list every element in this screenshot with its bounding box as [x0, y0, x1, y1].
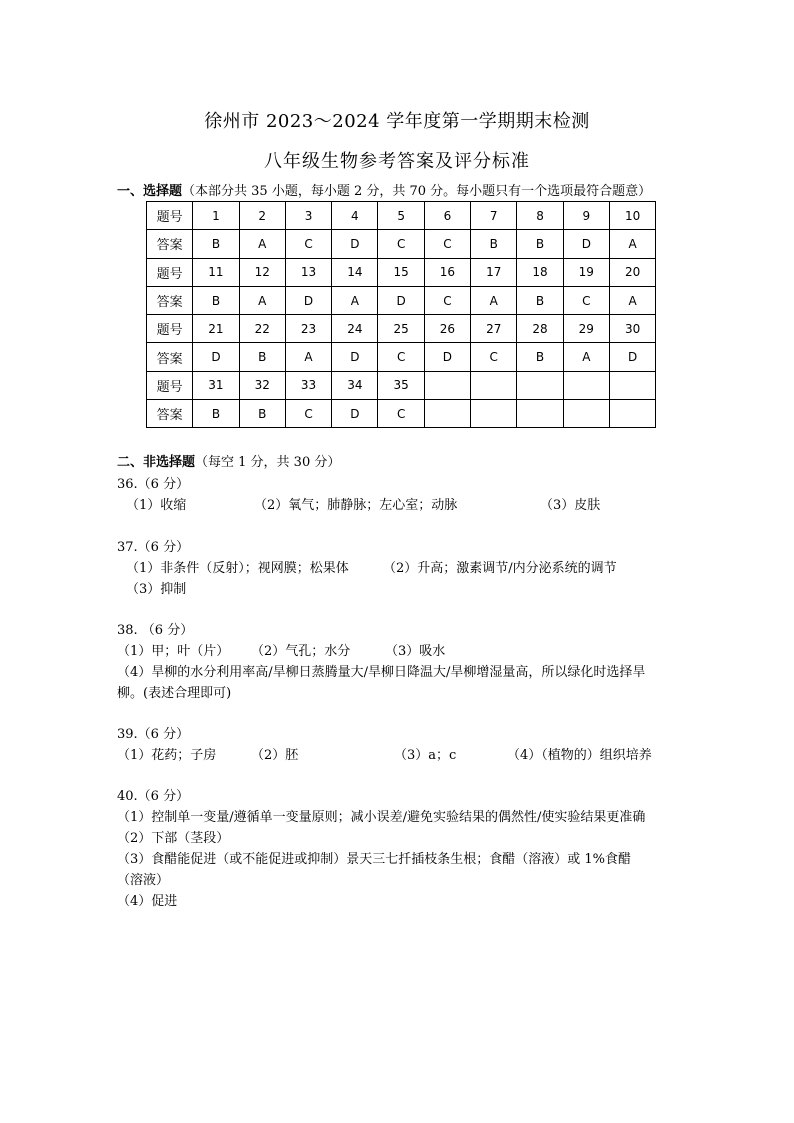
- question-number-row: [147, 258, 656, 286]
- q39-heading: 39.（6 分）: [117, 727, 190, 742]
- question-number-cell: 24: [332, 315, 378, 343]
- question-number-row: [147, 202, 656, 230]
- answer-letter-cell: A: [471, 286, 517, 314]
- question-number-cell: 6: [424, 202, 470, 230]
- q40-part2: （2）下部（茎段）: [117, 831, 230, 846]
- answer-letter-cell: B: [239, 400, 285, 428]
- question-number-cell: 28: [517, 315, 563, 343]
- question-number-cell: 19: [563, 258, 609, 286]
- question-number-cell: 11: [193, 258, 239, 286]
- question-row-label: 题号: [147, 202, 193, 230]
- question-number-cell: 13: [285, 258, 331, 286]
- answer-letter-cell: C: [378, 400, 424, 428]
- q40-heading: 40.（6 分）: [117, 789, 190, 804]
- question-number-cell: 22: [239, 315, 285, 343]
- answer-letter-cell: [471, 400, 517, 428]
- question-number-cell: [563, 371, 609, 399]
- question-number-cell: 3: [285, 202, 331, 230]
- answer-letter-cell: A: [332, 286, 378, 314]
- answer-letter-cell: B: [193, 230, 239, 258]
- answer-letter-cell: A: [609, 230, 655, 258]
- answer-letter-cell: [517, 400, 563, 428]
- answer-letter-cell: B: [471, 230, 517, 258]
- q40-part3-line2: （溶液）: [117, 873, 170, 888]
- q40-part4: （4）促进: [117, 894, 178, 909]
- question-number-cell: 15: [378, 258, 424, 286]
- q37-part2: （2）升高；激素调节/内分泌系统的调节: [383, 561, 617, 576]
- question-number-cell: 32: [239, 371, 285, 399]
- answer-letter-cell: A: [285, 343, 331, 371]
- answer-row-label: 答案: [147, 343, 193, 371]
- question-number-cell: 7: [471, 202, 517, 230]
- question-number-cell: 14: [332, 258, 378, 286]
- q38-heading: 38. （6 分）: [117, 623, 194, 638]
- question-number-cell: [424, 371, 470, 399]
- section1-heading: 一、选择题: [117, 184, 183, 199]
- answer-letter-cell: C: [424, 286, 470, 314]
- answer-letter-cell: [424, 400, 470, 428]
- answer-letter-cell: [609, 400, 655, 428]
- question-number-cell: 30: [609, 315, 655, 343]
- question-number-cell: 33: [285, 371, 331, 399]
- answer-letter-cell: D: [193, 343, 239, 371]
- answer-row-label: 答案: [147, 286, 193, 314]
- question-number-cell: 10: [609, 202, 655, 230]
- question-number-cell: 27: [471, 315, 517, 343]
- q40-part1: （1）控制单一变量/遵循单一变量原则；减小误差/避免实验结果的偶然性/使实验结果更准确: [117, 810, 646, 825]
- question-number-cell: 12: [239, 258, 285, 286]
- answer-letter-cell: A: [563, 343, 609, 371]
- q37-part1: （1）非条件（反射）；视网膜；松果体: [126, 561, 349, 576]
- question-number-cell: 31: [193, 371, 239, 399]
- answer-letter-cell: B: [239, 343, 285, 371]
- answer-letter-cell: D: [424, 343, 470, 371]
- answer-row: [147, 400, 656, 428]
- question-number-row: [147, 315, 656, 343]
- answer-letter-cell: D: [332, 230, 378, 258]
- answer-row: [147, 230, 656, 258]
- question-number-cell: 2: [239, 202, 285, 230]
- question-number-cell: 29: [563, 315, 609, 343]
- answer-letter-cell: C: [378, 343, 424, 371]
- doc-title-line1: 徐州市 2023～2024 学年度第一学期期末检测: [204, 111, 590, 132]
- q39-part2: （2）胚: [251, 748, 299, 763]
- q37-part3: （3）抑制: [126, 582, 187, 597]
- answer-letter-cell: B: [517, 230, 563, 258]
- answer-letter-cell: D: [332, 400, 378, 428]
- answer-letter-cell: B: [517, 343, 563, 371]
- question-number-cell: [609, 371, 655, 399]
- answer-letter-cell: A: [239, 286, 285, 314]
- answer-letter-cell: B: [517, 286, 563, 314]
- answer-letter-cell: [563, 400, 609, 428]
- question-row-label: 题号: [147, 315, 193, 343]
- q38-part4-line1: （4）旱柳的水分利用率高/旱柳日蒸腾量大/旱柳日降温大/旱柳增湿量高，所以绿化时选择旱: [117, 665, 646, 680]
- q38-part2: （2）气孔；水分: [251, 644, 351, 659]
- question-number-cell: 23: [285, 315, 331, 343]
- answer-letter-cell: A: [609, 286, 655, 314]
- answer-letter-cell: D: [563, 230, 609, 258]
- question-row-label: 题号: [147, 371, 193, 399]
- q36-heading: 36.（6 分）: [117, 477, 190, 492]
- q39-part3: （3）a；c: [394, 748, 457, 763]
- answer-letter-cell: C: [378, 230, 424, 258]
- section1-note: （本部分共 35 小题，每小题 2 分，共 70 分。每小题只有一个选项最符合题意）: [182, 184, 652, 199]
- answer-letter-cell: B: [193, 286, 239, 314]
- question-number-cell: 25: [378, 315, 424, 343]
- answer-letter-cell: D: [332, 343, 378, 371]
- section2-note: （每空 1 分，共 30 分）: [195, 455, 341, 470]
- answer-letter-cell: D: [285, 286, 331, 314]
- question-number-cell: 4: [332, 202, 378, 230]
- q38-part4-line2: 柳。(表述合理即可): [117, 686, 232, 701]
- section2-heading-line: [117, 451, 340, 470]
- answer-letter-cell: C: [563, 286, 609, 314]
- q39-part4: （4）（植物的）组织培养: [507, 748, 652, 763]
- q36-part2: （2）氧气；肺静脉；左心室；动脉: [254, 498, 458, 513]
- section2-heading: 二、非选择题: [117, 455, 196, 470]
- question-number-cell: 16: [424, 258, 470, 286]
- answer-letter-cell: D: [378, 286, 424, 314]
- answer-letter-cell: D: [609, 343, 655, 371]
- answer-letter-cell: C: [285, 230, 331, 258]
- answer-row: [147, 286, 656, 314]
- question-number-cell: 1: [193, 202, 239, 230]
- question-number-cell: 26: [424, 315, 470, 343]
- answer-row-label: 答案: [147, 400, 193, 428]
- question-number-cell: 34: [332, 371, 378, 399]
- section1-heading-line: [117, 180, 651, 199]
- question-number-cell: [517, 371, 563, 399]
- answer-table: [146, 201, 656, 428]
- question-number-row: [147, 371, 656, 399]
- doc-title-line2: 八年级生物参考答案及评分标准: [264, 151, 530, 172]
- q40-part3-line1: （3）食醋能促进（或不能促进或抑制）景天三七扦插枝条生根；食醋（溶液）或 1%食醋: [117, 852, 632, 867]
- question-row-label: 题号: [147, 258, 193, 286]
- q36-part1: （1）收缩: [126, 498, 187, 513]
- question-number-cell: 18: [517, 258, 563, 286]
- q38-part3: （3）吸水: [385, 644, 446, 659]
- answer-letter-cell: B: [193, 400, 239, 428]
- q36-part3: （3）皮肤: [540, 498, 601, 513]
- answer-row-label: 答案: [147, 230, 193, 258]
- answer-letter-cell: A: [239, 230, 285, 258]
- question-number-cell: 21: [193, 315, 239, 343]
- question-number-cell: 8: [517, 202, 563, 230]
- question-number-cell: 20: [609, 258, 655, 286]
- answer-letter-cell: C: [285, 400, 331, 428]
- question-number-cell: 9: [563, 202, 609, 230]
- question-number-cell: 35: [378, 371, 424, 399]
- q39-part1: （1）花药；子房: [117, 748, 217, 763]
- question-number-cell: 5: [378, 202, 424, 230]
- question-number-cell: 17: [471, 258, 517, 286]
- answer-letter-cell: C: [471, 343, 517, 371]
- answer-letter-cell: C: [424, 230, 470, 258]
- q38-part1: （1）甲；叶（片）: [117, 644, 230, 659]
- q37-heading: 37.（6 分）: [117, 540, 190, 555]
- question-number-cell: [471, 371, 517, 399]
- answer-row: [147, 343, 656, 371]
